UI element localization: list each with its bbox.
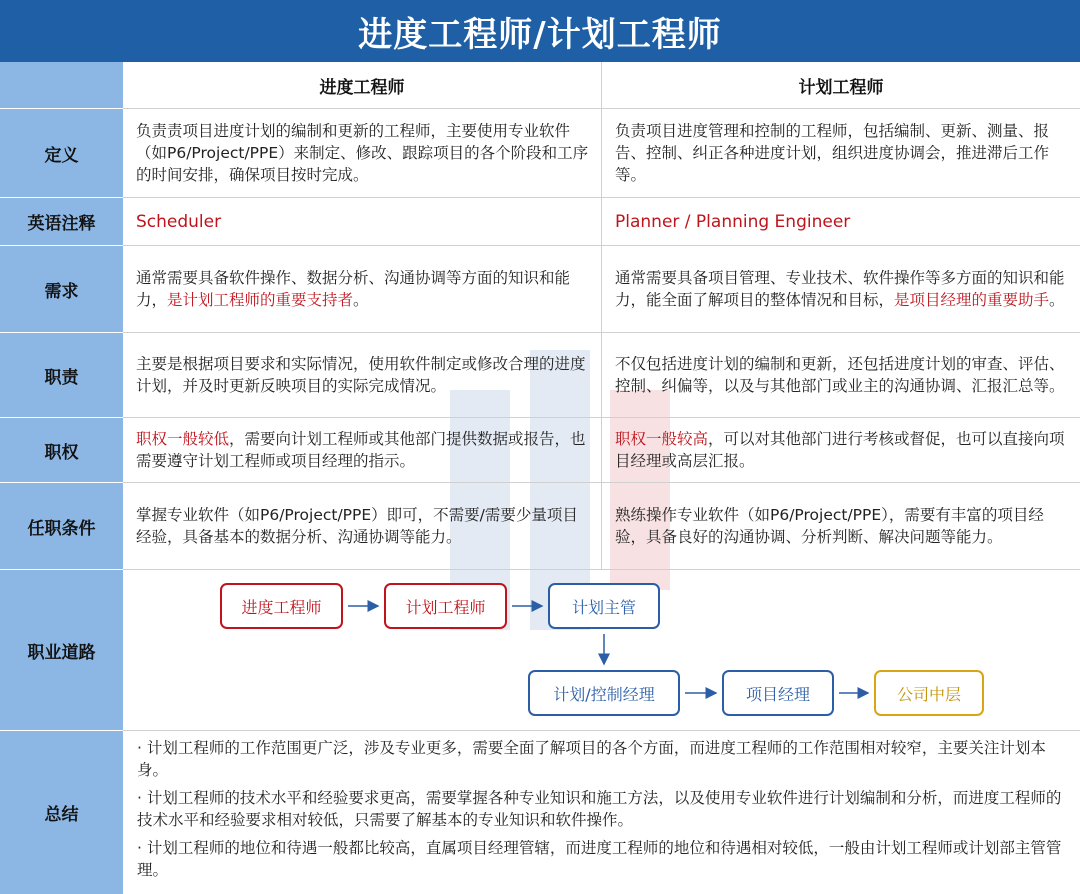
cell-text: 不仅包括进度计划的编制和更新，还包括进度计划的审查、评估、控制、纠偏等，以及与其他部门或业主的沟通协调、汇报汇总等。 xyxy=(615,355,1065,395)
career-node-project-manager: 项目经理 xyxy=(722,670,834,716)
cell-requirements-left xyxy=(123,246,601,333)
row-label-definition: 定义 xyxy=(0,109,123,198)
summary-content xyxy=(123,731,1080,894)
row-label-career: 职业道路 xyxy=(0,570,123,731)
cell-qualifications-right xyxy=(602,483,1080,570)
cell-authority-right xyxy=(602,418,1080,483)
highlight-text: Scheduler xyxy=(136,211,222,232)
cell-qualifications-left xyxy=(123,483,601,570)
cell-text: 通常需要具备项目管理、专业技术、软件操作等多方面的知识和能力，能全面了解项目的整体情况和目标， xyxy=(615,269,1065,309)
row-label-qualifications: 任职条件 xyxy=(0,483,123,570)
summary-item: · 计划工程师的技术水平和经验要求更高，需要掌握各种专业知识和施工方法，以及使用专业软件进行计划编制和分析，而进度工程师的技术水平和经验要求相对较低，只需要了解基本的专业知识和软件操作。 xyxy=(137,789,1062,829)
cell-text: 。 xyxy=(353,291,369,309)
cell-text: ，可以对其他部门进行考核或督促，也可以直接向项目经理或高层汇报。 xyxy=(615,430,1065,470)
highlight-text: 是计划工程师的重要支持者 xyxy=(167,291,354,309)
cell-text: 。 xyxy=(1049,291,1065,309)
career-node-control-manager: 计划/控制经理 xyxy=(528,670,680,716)
summary-item: · 计划工程师的工作范围更广泛，涉及专业更多，需要全面了解项目的各个方面，而进度工程师的工作范围相对较窄，主要关注计划本身。 xyxy=(137,739,1046,779)
summary-item: · 计划工程师的地位和待遇一般都比较高，直属项目经理管辖，而进度工程师的地位和待遇相对较低，一般由计划工程师或计划部主管管理。 xyxy=(137,839,1062,879)
row-label-summary: 总结 xyxy=(0,731,123,894)
column-divider xyxy=(601,62,602,570)
row-label-requirements: 需求 xyxy=(0,246,123,333)
highlight-text: 是项目经理的重要助手 xyxy=(894,291,1050,309)
career-node-middle-management: 公司中层 xyxy=(874,670,984,716)
career-node-scheduler: 进度工程师 xyxy=(220,583,343,629)
column-header-left: 进度工程师 xyxy=(123,62,601,109)
cell-responsibilities-right xyxy=(602,333,1080,418)
page-title: 进度工程师/计划工程师 xyxy=(0,0,1080,62)
row-label-responsibilities: 职责 xyxy=(0,333,123,418)
cell-text: ，需要向计划工程师或其他部门提供数据或报告，也需要遵守计划工程师或项目经理的指示。 xyxy=(136,430,586,470)
cell-text: 负责责项目进度计划的编制和更新的工程师，主要使用专业软件（如P6/Project/PPE）来制定、修改、跟踪项目的各个阶段和工序的时间安排，确保项目按时完成。 xyxy=(136,122,589,184)
career-node-planning-supervisor: 计划主管 xyxy=(548,583,660,629)
cell-requirements-right xyxy=(602,246,1080,333)
cell-definition-right xyxy=(602,109,1080,198)
column-header-right: 计划工程师 xyxy=(602,62,1080,109)
cell-text: 通常需要具备软件操作、数据分析、沟通协调等方面的知识和能力， xyxy=(136,269,571,309)
row-label-authority: 职权 xyxy=(0,418,123,483)
highlight-text: Planner / Planning Engineer xyxy=(615,211,851,232)
row-label-english-term: 英语注释 xyxy=(0,198,123,246)
cell-text: 熟练操作专业软件（如P6/Project/PPE），需要有丰富的项目经验，具备良好的沟通协调、分析判断、解决问题等能力。 xyxy=(615,506,1044,546)
highlight-text: 职权一般较低 xyxy=(136,430,230,448)
cell-authority-left xyxy=(123,418,601,483)
cell-definition-left xyxy=(123,109,601,198)
cell-text: 负责项目进度管理和控制的工程师，包括编制、更新、测量、报告、控制、纠正各种进度计划，组织进度协调会，推进滞后工作等。 xyxy=(615,122,1050,184)
career-node-planner: 计划工程师 xyxy=(384,583,507,629)
cell-english-term-right xyxy=(602,198,1080,246)
cell-text: 主要是根据项目要求和实际情况，使用软件制定或修改合理的进度计划，并及时更新反映项目的实际完成情况。 xyxy=(136,355,586,395)
cell-responsibilities-left xyxy=(123,333,601,418)
cell-english-term-left xyxy=(123,198,601,246)
highlight-text: 职权一般较高 xyxy=(615,430,709,448)
cell-text: 掌握专业软件（如P6/Project/PPE）即可，不需要/需要少量项目经验，具备基本的数据分析、沟通协调等能力。 xyxy=(136,506,578,546)
